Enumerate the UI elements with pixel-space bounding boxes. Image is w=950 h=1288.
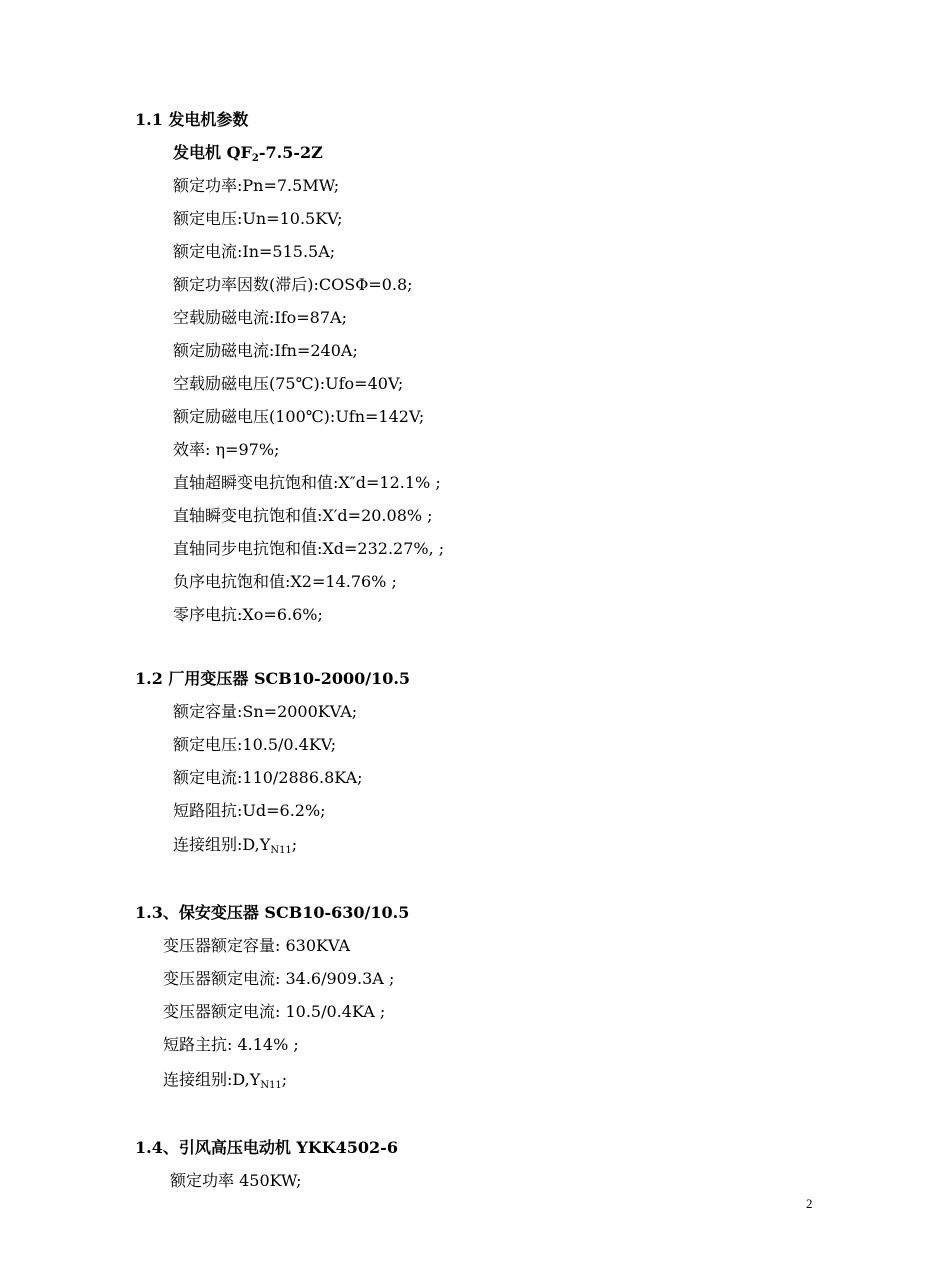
section-1-2-title: 1.2 厂用变压器 SCB10-2000/10.5 [135,669,411,688]
fan-motor-param-line: 额定功率 450KW; [170,1171,302,1190]
connection-suffix: ; [281,1070,288,1089]
section-1-3-title: 1.3、保安变压器 SCB10-630/10.5 [135,903,410,922]
generator-param-line: 空载励磁电流:Ifo=87A; [173,308,347,327]
backup-transformer-connection-line [163,1070,287,1096]
aux-transformer-param-line: 额定容量:Sn=2000KVA; [173,702,358,721]
connection-subscript: N11 [260,1080,282,1091]
backup-transformer-param-line: 短路主抗: 4.14% ; [163,1035,299,1054]
connection-prefix: 连接组别:D,Y [173,835,271,854]
generator-param-line: 直轴瞬变电抗饱和值:X′d=20.08% ; [173,506,433,525]
section-1-4-title: 1.4、引风高压电动机 YKK4502-6 [135,1138,398,1157]
generator-param-line: 额定电流:In=515.5A; [173,242,336,261]
generator-param-line: 额定功率因数(滞后):COSΦ=0.8; [173,275,413,294]
generator-model-suffix: -7.5-2Z [258,143,323,162]
aux-transformer-param-line: 额定电压:10.5/0.4KV; [173,735,337,754]
page-number: 2 [806,1196,813,1211]
aux-transformer-param-line: 短路阻抗:Ud=6.2%; [173,801,326,820]
aux-transformer-param-line: 额定电流:110/2886.8KA; [173,768,363,787]
backup-transformer-param-line: 变压器额定容量: 630KVA [163,936,350,955]
section-1-1-title: 1.1 发电机参数 [135,110,249,129]
generator-param-line: 直轴超瞬变电抗饱和值:X″d=12.1% ; [173,473,441,492]
generator-param-line: 额定电压:Un=10.5KV; [173,209,343,228]
generator-param-line: 空载励磁电压(75℃):Ufo=40V; [173,374,404,393]
backup-transformer-param-line: 变压器额定电流: 34.6/909.3A ; [163,969,395,988]
generator-param-line: 直轴同步电抗饱和值:Xd=232.27%, ; [173,539,445,558]
generator-model-subscript: 2 [251,153,259,164]
connection-prefix: 连接组别:D,Y [163,1070,261,1089]
generator-param-line: 额定功率:Pn=7.5MW; [173,176,340,195]
backup-transformer-param-line: 变压器额定电流: 10.5/0.4KA ; [163,1002,386,1021]
generator-param-line: 额定励磁电压(100℃):Ufn=142V; [173,407,425,426]
generator-param-line: 零序电抗:Xo=6.6%; [173,605,323,624]
connection-suffix: ; [291,835,298,854]
generator-model-prefix: 发电机 QF [173,143,252,162]
connection-subscript: N11 [270,845,292,856]
aux-transformer-connection-line [173,835,297,861]
generator-param-line: 额定励磁电流:Ifn=240A; [173,341,358,360]
generator-model-heading [173,143,323,169]
generator-param-line: 效率: η=97%; [173,440,280,459]
generator-param-line: 负序电抗饱和值:X2=14.76% ; [173,572,397,591]
